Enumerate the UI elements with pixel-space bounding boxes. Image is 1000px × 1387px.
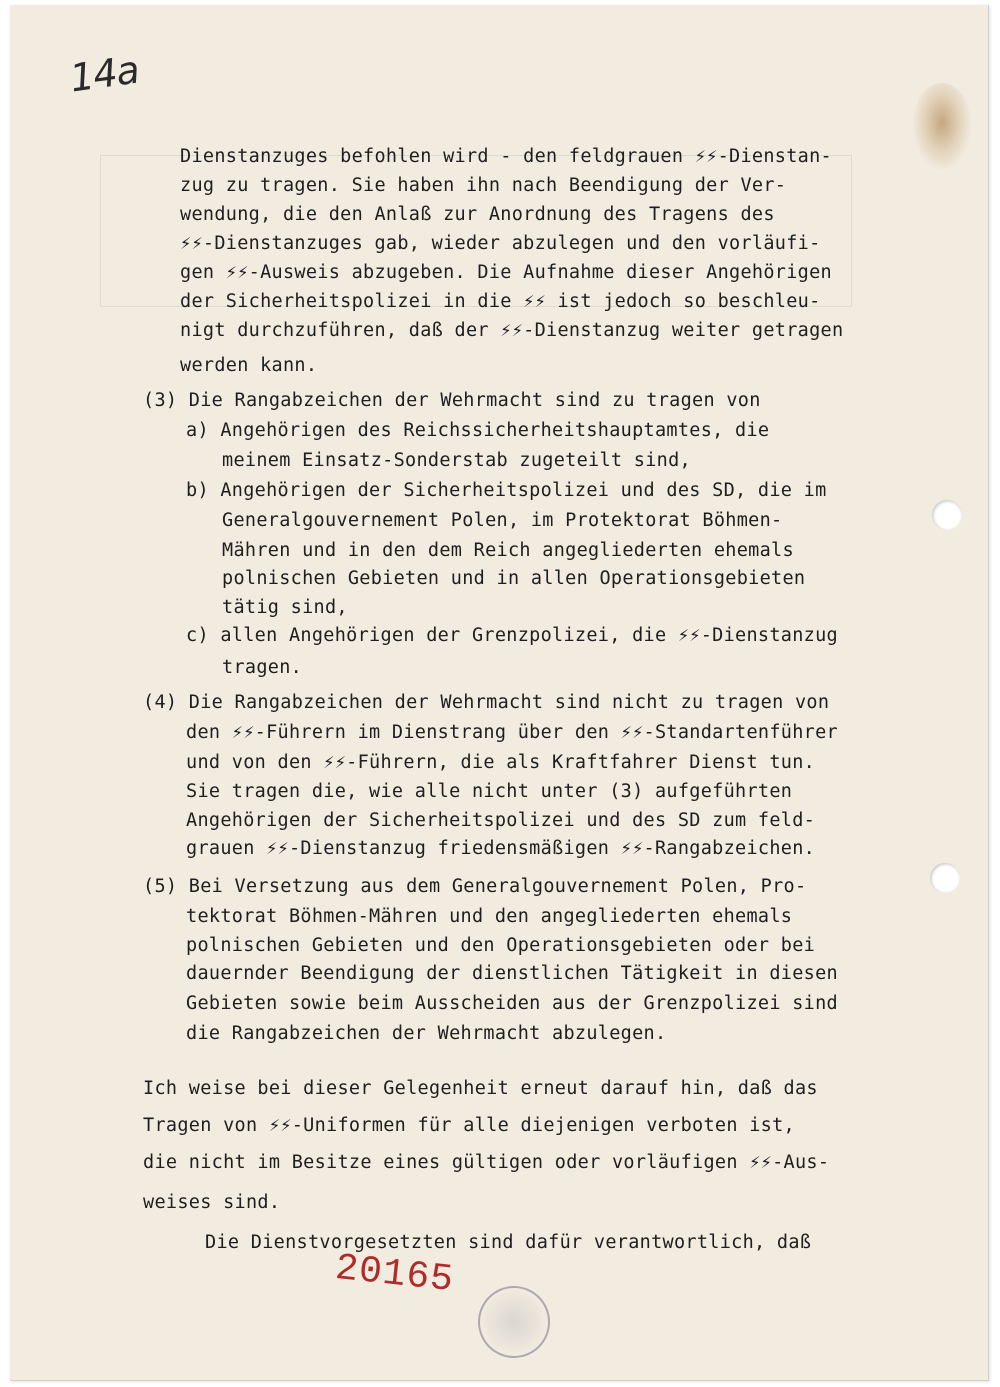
text-line: und von den ⚡⚡-Führern, die als Kraftfahrer Dienst tun. [186,752,816,773]
text-line: zug zu tragen. Sie haben ihn nach Beendigung der Ver- [180,175,787,196]
stain-mark [912,83,972,171]
text-line: ⚡⚡-Dienstanzuges gab, wieder abzulegen und den vorläufi- [180,233,821,254]
text-line: die nicht im Besitze eines gültigen oder vorläufigen ⚡⚡-Aus- [143,1152,830,1173]
text-line: Die Dienstvorgesetzten sind dafür verantwortlich, daß [205,1232,812,1253]
stamp-number: 20165 [333,1246,456,1303]
punch-hole [930,863,960,893]
text-line: meinem Einsatz-Sonderstab zugeteilt sind, [222,450,691,471]
text-line: dauernder Beendigung der dienstlichen Tätigkeit in diesen [186,963,838,984]
seal-stamp [478,1286,550,1358]
text-line: Mähren und in den dem Reich angegliederten ehemals [222,540,794,561]
text-line: polnischen Gebieten und den Operationsgebieten oder bei [186,935,816,956]
text-line: werden kann. [180,355,318,376]
text-line: Ich weise bei dieser Gelegenheit erneut darauf hin, daß das [143,1078,818,1099]
paragraph-5-heading: (5) Bei Versetzung aus dem Generalgouvernement Polen, Pro- [143,876,807,897]
text-line: Tragen von ⚡⚡-Uniformen für alle diejenigen verboten ist, [143,1115,795,1136]
text-line: den ⚡⚡-Führern im Dienstrang über den ⚡⚡-Standartenführer [186,722,838,743]
list-item-a: a) Angehörigen des Reichssicherheitshauptamtes, die [186,420,770,441]
paragraph-3-heading: (3) Die Rangabzeichen der Wehrmacht sind zu tragen von [143,390,761,411]
paragraph-4-heading: (4) Die Rangabzeichen der Wehrmacht sind nicht zu tragen von [143,692,830,713]
punch-hole [932,500,962,530]
folio-number: 14a [67,47,142,101]
text-line: der Sicherheitspolizei in die ⚡⚡ ist jedoch so beschleu- [180,291,821,312]
text-line: tektorat Böhmen-Mähren und den angegliederten ehemals [186,906,793,927]
text-line: Dienstanzuges befohlen wird - den feldgrauen ⚡⚡-Dienstan- [180,146,832,167]
text-line: tragen. [222,657,303,678]
text-line: Sie tragen die, wie alle nicht unter (3) aufgeführten [186,781,793,802]
list-item-b: b) Angehörigen der Sicherheitspolizei und des SD, die im [186,480,827,501]
text-line: nigt durchzuführen, daß der ⚡⚡-Dienstanzug weiter getragen [180,320,844,341]
text-line: grauen ⚡⚡-Dienstanzug friedensmäßigen ⚡⚡-Rangabzeichen. [186,838,816,859]
text-line: die Rangabzeichen der Wehrmacht abzulegen. [186,1023,667,1044]
text-line: tätig sind, [222,597,348,618]
text-line: Gebieten sowie beim Ausscheiden aus der Grenzpolizei sind [186,993,838,1014]
text-line: weises sind. [143,1192,281,1213]
text-line: Generalgouvernement Polen, im Protektorat Böhmen- [222,510,783,531]
text-line: gen ⚡⚡-Ausweis abzugeben. Die Aufnahme dieser Angehörigen [180,262,832,283]
text-line: polnischen Gebieten und in allen Operationsgebieten [222,568,806,589]
text-line: Angehörigen der Sicherheitspolizei und des SD zum feld- [186,810,816,831]
text-line: wendung, die den Anlaß zur Anordnung des Tragens des [180,204,775,225]
list-item-c: c) allen Angehörigen der Grenzpolizei, die ⚡⚡-Dienstanzug [186,625,838,646]
